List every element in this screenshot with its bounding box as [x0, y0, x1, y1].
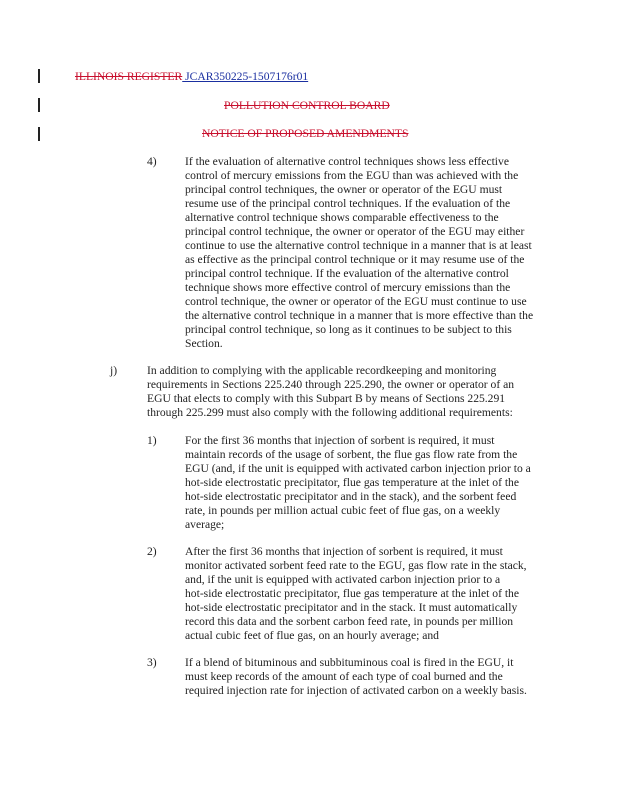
item-label: 1) — [147, 434, 157, 447]
change-bar — [38, 127, 40, 141]
item-text: If a blend of bituminous and subbituminous coal is fired in the EGU, it must keep records of the amount of each type of coal burned and the required injection rate for injection of activated carbon on a weekly basis. — [185, 656, 527, 697]
item-text: After the first 36 months that injection of sorbent is required, it must monitor activated sorbent feed rate to the EGU, gas flow rate in the stack, and, if the unit is equipped with activated carbon injection prior to a hot-side electrostatic precipitator, flue gas temperature at the inlet of the hot-side electrostatic precipitator and in the stack. It must automatically record this data and the sorbent carbon feed rate, in pounds per million actual cubic feet of flue gas, on an hourly average; and — [185, 545, 527, 642]
item-label: j) — [110, 364, 118, 377]
item-label: 4) — [147, 155, 157, 168]
board-title: POLLUTION CONTROL BOARD — [224, 99, 390, 112]
change-bar — [38, 98, 40, 112]
notice-title: NOTICE OF PROPOSED AMENDMENTS — [202, 127, 409, 140]
item-label: 2) — [147, 545, 157, 558]
item-text: If the evaluation of alternative control techniques shows less effective control of mercury emissions from the EGU than was achieved with the principal control techniques, the owner or operator of the EGU must resume use of the principal control techniques. If the evaluation of the alternative control technique shows comparable effectiveness to the principal control technique, the owner or operator of the EGU may either continue to use the alternative control technique in a manner that is at least as effective as the principal control technique or it may resume use of the principal control technique. If the evaluation of the alternative control technique shows more effective control of mercury emissions than the control technique, the owner or operator of the EGU must continue to use the alternative control technique in a manner that is more effective than the principal control technique, so long as it continues to be subject to this Section. — [185, 155, 534, 350]
jcar-id: JCAR350225-1507176r01 — [182, 70, 309, 83]
register-header — [75, 70, 308, 83]
item-text: For the first 36 months that injection of sorbent is required, it must maintain records of the usage of sorbent, the flue gas flow rate from the EGU (and, if the unit is equipped with activated carbon injection prior to a hot-side electrostatic precipitator, flue gas temperature at the inlet of the hot-side electrostatic precipitator and in the stack), and the sorbent feed rate, in pounds per million actual cubic feet of flue gas, on a weekly average; — [185, 434, 531, 531]
item-label: 3) — [147, 656, 157, 669]
item-text: In addition to complying with the applicable recordkeeping and monitoring requirements in Sections 225.240 through 225.290, the owner or operator of an EGU that elects to comply with this Subpart B by means of Sections 225.291 through 225.299 must also comply with the following additional requirements: — [147, 364, 515, 419]
change-bar — [38, 69, 40, 83]
deleted-register-title: ILLINOIS REGISTER — [75, 70, 183, 83]
